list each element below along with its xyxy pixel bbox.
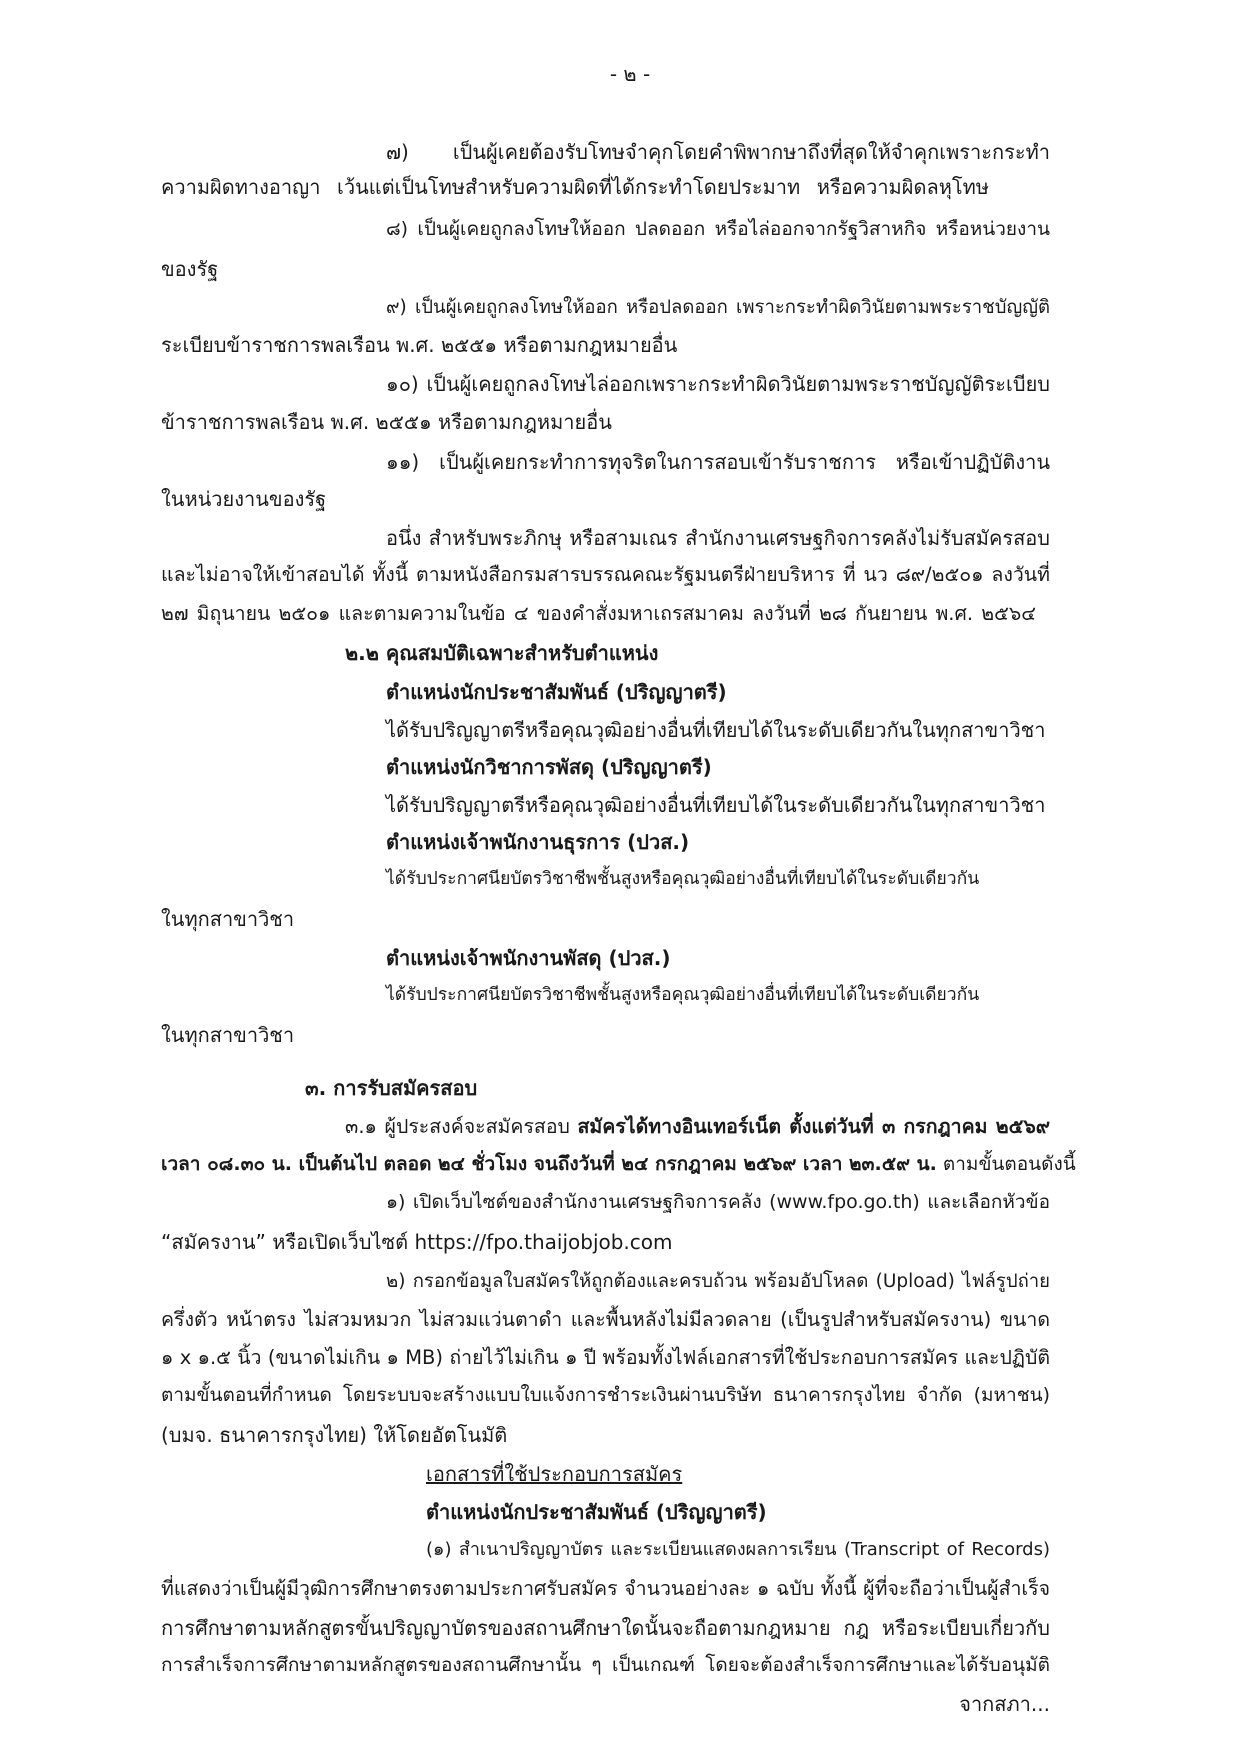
text-line-39: การศึกษาตามหลักสูตรขั้นปริญญาบัตรของสถานศึกษาใดนั้นจะถือตามกฎหมาย กฎ หรือระเบียบเกี่ยวกับ	[161, 1616, 1050, 1640]
text-line-8: ข้าราชการพลเรือน พ.ศ. ๒๕๕๑ หรือตามกฎหมายอื่น	[161, 410, 612, 434]
section-heading-3: ๓. การรับสมัครสอบ	[305, 1076, 478, 1100]
position-heading-admin-clerk: ตำแหน่งเจ้าพนักงานธุรการ (ปวส.)	[386, 830, 690, 854]
text-line-33: ตามขั้นตอนที่กำหนด โดยระบบจะสร้างแบบใบแจ้งการชำระเงินผ่านบริษัท ธนาคารกรุงไทย จำกัด (มหาชน)	[161, 1384, 1050, 1406]
page-number: - ๒ -	[609, 62, 651, 86]
text-line-10: ในหน่วยงานของรัฐ	[161, 487, 327, 511]
text-line-31: ครึ่งตัว หน้าตรง ไม่สวมหมวก ไม่สวมแว่นตาดำ และพื้นหลังไม่มีลวดลาย (เป็นรูปสำหรับสมัครงาน) ขนาด	[161, 1308, 1050, 1331]
text-line-27-bold: เวลา ๐๘.๓๐ น. เป็นต้นไป ตลอด ๒๔ ชั่วโมง จนถึงวันที่ ๒๔ กรกฎาคม ๒๕๖๙ เวลา ๒๓.๕๙ น.	[161, 1153, 937, 1175]
text-line-2: ความผิดทางอาญา เว้นแต่เป็นโทษสำหรับความผิดที่ได้กระทำโดยประมาท หรือความผิดลหุโทษ	[161, 175, 989, 199]
position-heading-pr-officer: ตำแหน่งนักประชาสัมพันธ์ (ปริญญาตรี)	[386, 680, 727, 704]
documents-subheading: เอกสารที่ใช้ประกอบการสมัคร	[426, 1462, 683, 1486]
text-line-1: ๗) เป็นผู้เคยต้องรับโทษจำคุกโดยคำพิพากษาถึงที่สุดให้จำคุกเพราะกระทำ	[386, 140, 1050, 164]
section-heading-2-2: ๒.๒ คุณสมบัติเฉพาะสำหรับตำแหน่ง	[345, 641, 659, 665]
text-line-26-bold: สมัครได้ทางอินเทอร์เน็ต ตั้งแต่วันที่ ๓ กรกฎาคม ๒๕๖๙	[577, 1115, 1051, 1138]
text-line-30: ๒) กรอกข้อมูลใบสมัครให้ถูกต้องและครบถ้วน พร้อมอัปโหลด (Upload) ไฟล์รูปถ่าย	[386, 1271, 1050, 1292]
text-line-40: การสำเร็จการศึกษาตามหลักสูตรของสถานศึกษานั้น ๆ เป็นเกณฑ์ โดยจะต้องสำเร็จการศึกษาและได้รับอนุมัติ	[161, 1654, 1050, 1676]
text-line-13: ๒๗ มิถุนายน ๒๕๐๑ และตามความในข้อ ๔ ของคำสั่งมหาเถรสมาคม ลงวันที่ ๒๘ กันยายน พ.ศ. ๒๕๖๔	[161, 602, 1036, 625]
text-line-3: ๘) เป็นผู้เคยถูกลงโทษให้ออก ปลดออก หรือไล่ออกจากรัฐวิสาหกิจ หรือหน่วยงาน	[386, 218, 1050, 240]
text-line-27	[161, 1153, 1076, 1177]
position-heading-supply-clerk: ตำแหน่งเจ้าพนักงานพัสดุ (ปวส.)	[386, 946, 671, 970]
text-line-20: ได้รับประกาศนียบัตรวิชาชีพชั้นสูงหรือคุณวุฒิอย่างอื่นที่เทียบได้ในระดับเดียวกัน	[386, 869, 980, 889]
text-line-29: “สมัครงาน” หรือเปิดเว็บไซต์ https://fpo.thaijobjob.com	[161, 1230, 673, 1254]
text-line-11: อนึ่ง สำหรับพระภิกษุ หรือสามเณร สำนักงานเศรษฐกิจการคลังไม่รับสมัครสอบ	[386, 526, 1050, 550]
text-line-16: ได้รับปริญญาตรีหรือคุณวุฒิอย่างอื่นที่เทียบได้ในระดับเดียวกันในทุกสาขาวิชา	[386, 718, 1046, 742]
text-line-37: (๑) สำเนาปริญญาบัตร และระเบียนแสดงผลการเรียน (Transcript of Records)	[426, 1539, 1050, 1560]
text-line-9: ๑๑) เป็นผู้เคยกระทำการทุจริตในการสอบเข้ารับราชการ หรือเข้าปฏิบัติงาน	[386, 450, 1050, 474]
continuation-marker: จากสภา...	[959, 1692, 1050, 1716]
text-line-12: และไม่อาจให้เข้าสอบได้ ทั้งนี้ ตามหนังสือกรมสารบรรณคณะรัฐมนตรีฝ่ายบริหาร ที่ นว ๘๙/๒๕๐๑ ลงวันที่	[161, 563, 1050, 586]
text-line-5: ๙) เป็นผู้เคยถูกลงโทษให้ออก หรือปลดออก เพราะกระทำผิดวินัยตามพระราชบัญญัติ	[386, 297, 1050, 318]
text-line-34: (บมจ. ธนาคารกรุงไทย) ให้โดยอัตโนมัติ	[161, 1423, 508, 1447]
text-line-26	[345, 1115, 1050, 1139]
text-line-26-plain: ๓.๑ ผู้ประสงค์จะสมัครสอบ	[345, 1115, 578, 1138]
text-line-24: ในทุกสาขาวิชา	[161, 1023, 295, 1047]
text-line-6: ระเบียบข้าราชการพลเรือน พ.ศ. ๒๕๕๑ หรือตามกฎหมายอื่น	[161, 333, 678, 357]
text-line-21: ในทุกสาขาวิชา	[161, 907, 295, 931]
position-heading-supply-officer: ตำแหน่งนักวิชาการพัสดุ (ปริญญาตรี)	[386, 755, 712, 779]
text-line-23: ได้รับประกาศนียบัตรวิชาชีพชั้นสูงหรือคุณวุฒิอย่างอื่นที่เทียบได้ในระดับเดียวกัน	[386, 985, 980, 1005]
text-line-32: ๑ x ๑.๕ นิ้ว (ขนาดไม่เกิน ๑ MB) ถ่ายไว้ไม่เกิน ๑ ปี พร้อมทั้งไฟล์เอกสารที่ใช้ประกอบการสมัคร และปฏิบัติ	[161, 1346, 1050, 1369]
text-line-28: ๑) เปิดเว็บไซต์ของสำนักงานเศรษฐกิจการคลัง (www.fpo.go.th) และเลือกหัวข้อ	[386, 1191, 1050, 1213]
text-line-4: ของรัฐ	[161, 257, 219, 281]
text-line-7: ๑๐) เป็นผู้เคยถูกลงโทษไล่ออกเพราะกระทำผิดวินัยตามพระราชบัญญัติระเบียบ	[386, 372, 1050, 396]
text-line-38: ที่แสดงว่าเป็นผู้มีวุฒิการศึกษาตรงตามประกาศรับสมัคร จำนวนอย่างละ ๑ ฉบับ ทั้งนี้ ผู้ที่จะถือว่าเป็นผู้สำเร็จ	[161, 1577, 1050, 1600]
text-line-27-plain: ตามขั้นตอนดังนี้	[936, 1153, 1076, 1175]
text-line-18: ได้รับปริญญาตรีหรือคุณวุฒิอย่างอื่นที่เทียบได้ในระดับเดียวกันในทุกสาขาวิชา	[386, 793, 1046, 817]
documents-position-heading: ตำแหน่งนักประชาสัมพันธ์ (ปริญญาตรี)	[426, 1500, 767, 1524]
